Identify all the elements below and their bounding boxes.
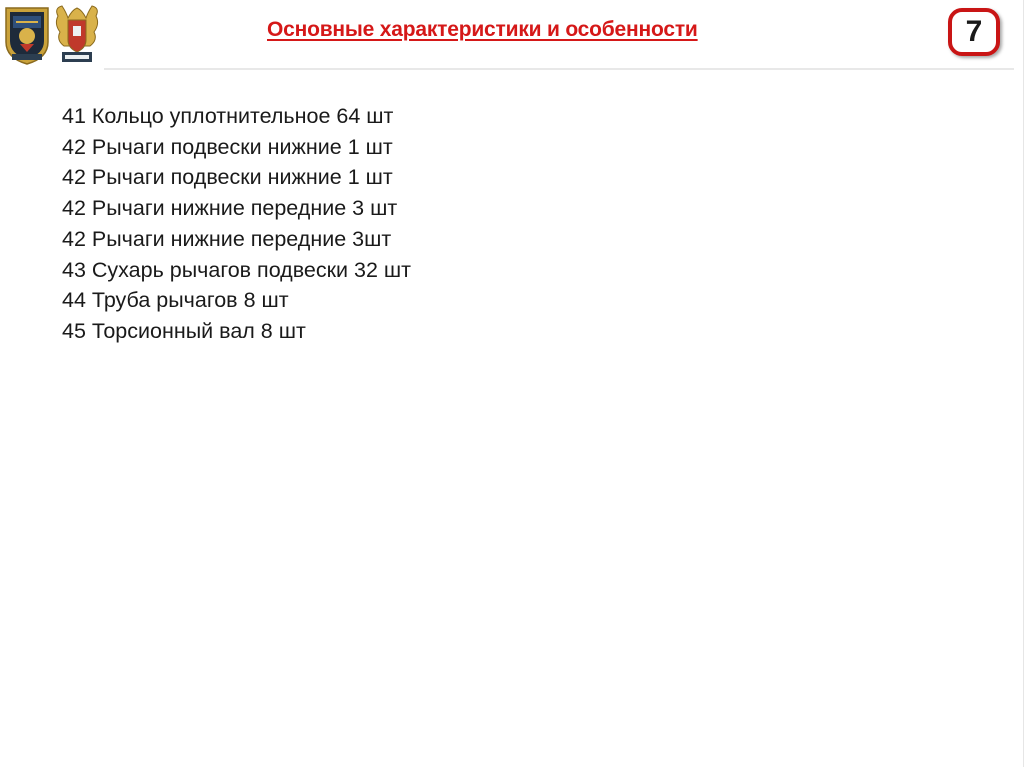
list-item: 42 Рычаги нижние передние 3 шт <box>62 196 398 221</box>
double-headed-eagle-emblem-icon <box>52 2 102 66</box>
list-item: 43 Сухарь рычагов подвески 32 шт <box>62 257 411 282</box>
page-title: Основные характеристики и особенности <box>267 18 698 41</box>
emblems <box>2 2 102 66</box>
list-item: 42 Рычаги подвески нижние 1 шт <box>62 134 393 159</box>
slide-header <box>0 0 1024 72</box>
header-divider <box>104 68 1014 70</box>
list-item: 42 Рычаги подвески нижние 1 шт <box>62 165 393 190</box>
page-number-badge <box>948 8 1000 56</box>
list-item: 41 Кольцо уплотнительное 64 шт <box>62 104 394 128</box>
page-number: 7 <box>965 15 983 48</box>
list-item: 42 Рычаги нижние передние 3шт <box>62 226 392 251</box>
list-item: 45 Торсионный вал 8 шт <box>62 318 306 343</box>
list-item: 44 Труба рычагов 8 шт <box>62 288 289 313</box>
parts-list <box>62 101 411 347</box>
shield-emblem-icon <box>2 2 52 66</box>
